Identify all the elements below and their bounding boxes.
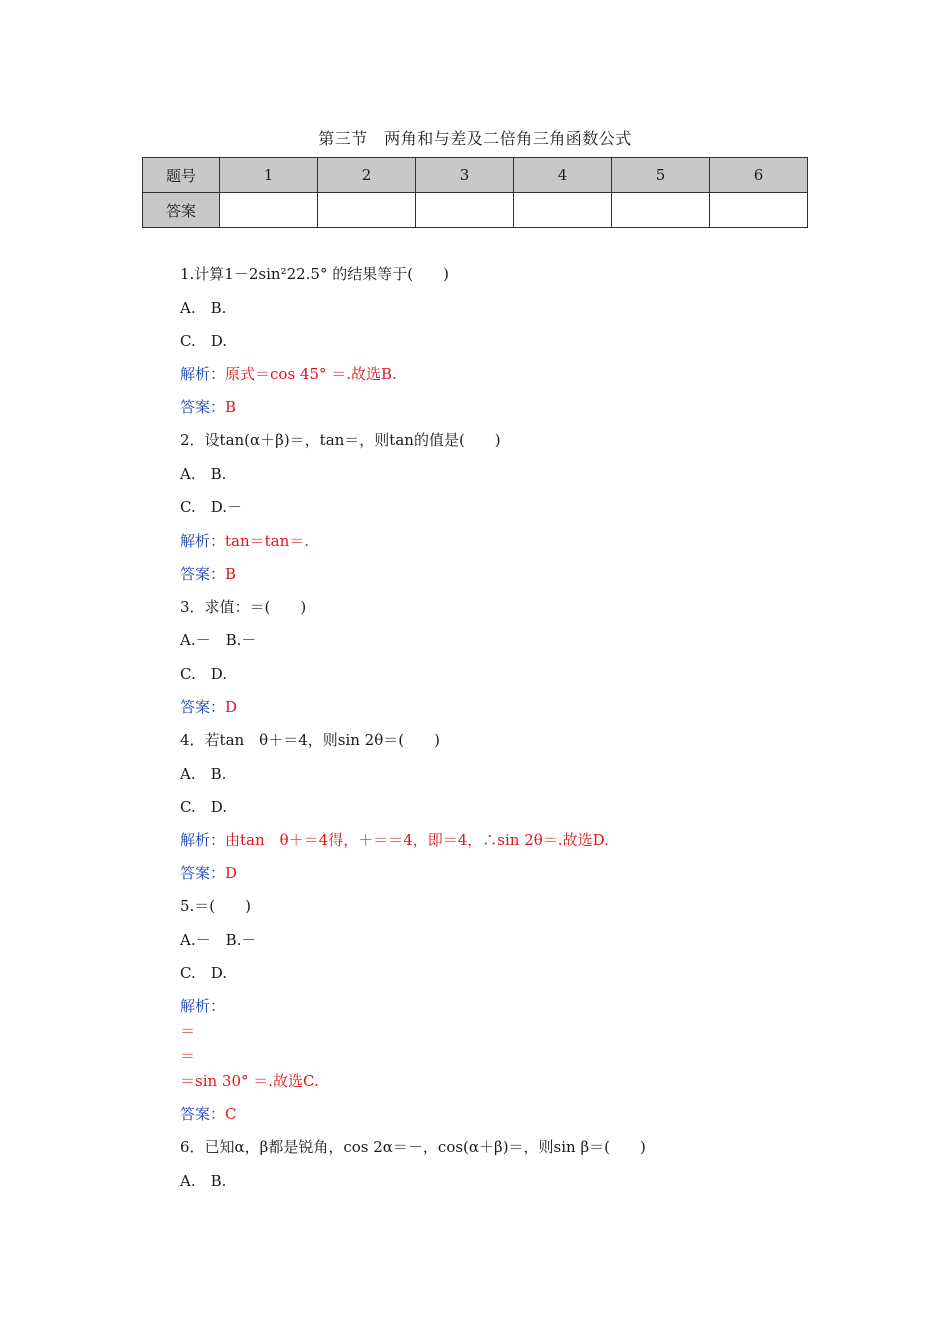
question-text: C. D. <box>180 332 227 350</box>
text-line <box>180 1021 195 1041</box>
text-line <box>180 797 227 817</box>
answer-cell[interactable] <box>514 193 612 228</box>
solution-text: D <box>225 864 238 882</box>
text-line <box>180 1137 646 1157</box>
solution-text: ＝ <box>180 1022 196 1040</box>
label-text: 答案： <box>180 864 226 882</box>
text-line <box>180 531 309 551</box>
text-line <box>180 730 440 750</box>
answer-table <box>142 157 808 228</box>
question-number-cell: 6 <box>710 158 808 193</box>
label-text: 答案： <box>180 565 226 583</box>
question-text: 2．设tan(α＋β)＝，tan＝，则tan的值是( ) <box>180 431 501 449</box>
question-number-cell: 2 <box>318 158 416 193</box>
label-text: 答案： <box>180 1105 226 1123</box>
question-text: 5.＝( ) <box>180 897 252 915</box>
question-number-cell: 3 <box>416 158 514 193</box>
text-line <box>180 331 227 351</box>
label-text: 解析： <box>180 532 226 550</box>
answer-cell[interactable] <box>318 193 416 228</box>
label-text: 答案： <box>180 398 226 416</box>
solution-text: B <box>225 398 237 416</box>
solution-text: tan＝tan＝. <box>225 532 310 550</box>
solution-text: ＝sin 30° ＝.故选C. <box>180 1072 319 1090</box>
label-text: 解析： <box>180 365 226 383</box>
question-number-cell: 1 <box>220 158 318 193</box>
question-text: A. B. <box>180 465 227 483</box>
solution-text: C <box>225 1105 237 1123</box>
question-text: 3．求值：＝( ) <box>180 598 307 616</box>
question-text: A.－ B.－ <box>180 931 257 949</box>
solution-text: ＝ <box>180 1047 196 1065</box>
text-line <box>180 597 306 617</box>
question-number-cell: 5 <box>612 158 710 193</box>
solution-text: 由tan θ＋＝4得，＋＝＝4，即＝4，∴sin 2θ＝.故选D. <box>225 831 609 849</box>
question-text: C. D. <box>180 798 227 816</box>
text-line <box>180 1071 319 1091</box>
text-line <box>180 1171 226 1191</box>
question-text: A. B. <box>180 1172 227 1190</box>
text-line <box>180 1046 195 1066</box>
question-number-cell: 4 <box>514 158 612 193</box>
text-line <box>180 430 501 450</box>
solution-text: B <box>225 565 237 583</box>
text-line <box>180 996 225 1016</box>
question-text: C. D.－ <box>180 498 242 516</box>
label-text: 解析： <box>180 831 226 849</box>
question-number-label: 题号 <box>143 158 220 193</box>
text-line <box>180 497 242 517</box>
question-text: A.－ B.－ <box>180 631 257 649</box>
answer-table-answer-row <box>143 193 808 228</box>
label-text: 答案： <box>180 698 226 716</box>
solution-text: 原式＝cos 45° ＝.故选B. <box>225 365 397 383</box>
text-line <box>180 697 237 717</box>
answer-cell[interactable] <box>612 193 710 228</box>
answer-cell[interactable] <box>220 193 318 228</box>
question-text: 4．若tan θ＋＝4，则sin 2θ＝( ) <box>180 731 440 749</box>
text-line <box>180 664 227 684</box>
text-line <box>180 298 226 318</box>
text-line <box>180 564 236 584</box>
text-line <box>180 863 237 883</box>
text-line <box>180 764 226 784</box>
text-line <box>180 464 226 484</box>
answer-cell[interactable] <box>710 193 808 228</box>
text-line <box>180 930 256 950</box>
answer-cell[interactable] <box>416 193 514 228</box>
text-line <box>180 630 256 650</box>
text-line <box>180 364 397 384</box>
text-line <box>180 264 449 284</box>
text-line <box>180 896 251 916</box>
question-text: A. B. <box>180 765 227 783</box>
label-text: 解析： <box>180 997 226 1015</box>
question-text: 1.计算1－2sin²22.5° 的结果等于( ) <box>180 265 449 283</box>
question-text: 6．已知α，β都是锐角，cos 2α＝－，cos(α＋β)＝，则sin β＝( ) <box>180 1138 646 1156</box>
text-line <box>180 397 236 417</box>
answer-table-header-row <box>143 158 808 193</box>
question-text: C. D. <box>180 665 227 683</box>
answer-label: 答案 <box>143 193 220 228</box>
question-text: C. D. <box>180 964 227 982</box>
page-title: 第三节 两角和与差及二倍角三角函数公式 <box>318 129 632 148</box>
text-line <box>180 963 227 983</box>
solution-text: D <box>225 698 238 716</box>
text-line <box>180 1104 237 1124</box>
question-text: A. B. <box>180 299 227 317</box>
text-line <box>180 830 609 850</box>
